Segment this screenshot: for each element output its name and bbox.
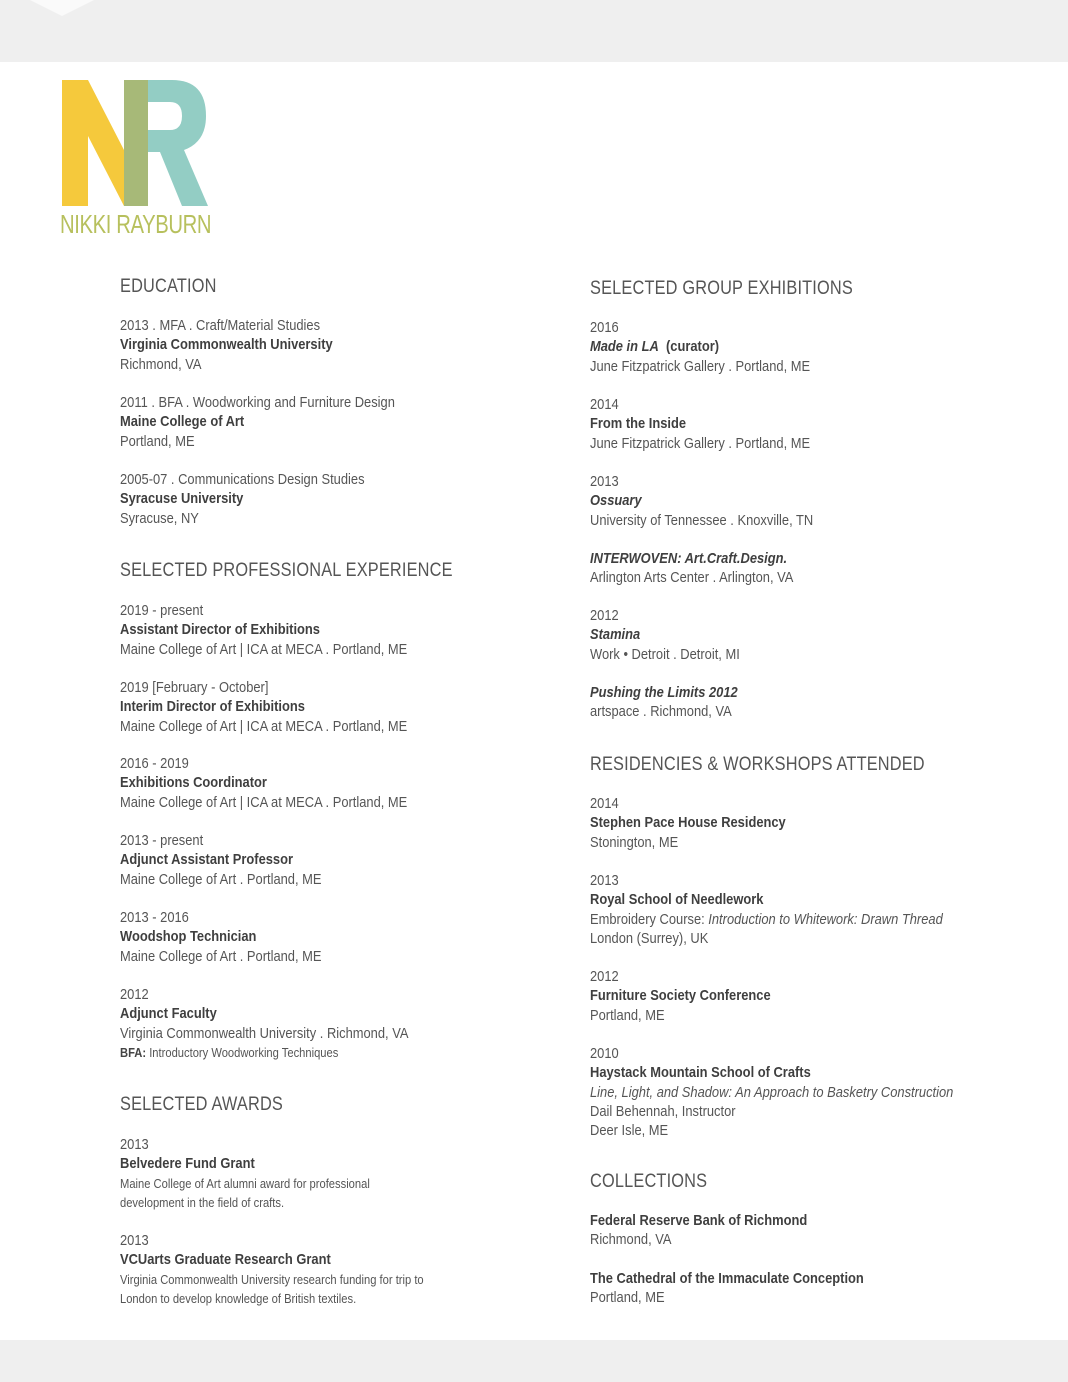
residency-date: 2010 [590, 1045, 619, 1062]
experience-date: 2019 - present [120, 602, 204, 619]
group-exhibitions-heading: SELECTED GROUP EXHIBITIONS [590, 278, 853, 299]
collection-entry [590, 1211, 843, 1250]
residency-title: Haystack Mountain School of Crafts [590, 1064, 811, 1082]
experience-heading: SELECTED PROFESSIONAL EXPERIENCE [120, 560, 453, 581]
residency-title: Stephen Pace House Residency [590, 814, 786, 832]
education-entry [120, 470, 404, 528]
exhibition-date: 2014 [590, 396, 619, 413]
residency-date: 2012 [590, 968, 619, 985]
collection-title: The Cathedral of the Immaculate Conception [590, 1270, 864, 1287]
experience-title: Assistant Director of Exhibitions [120, 621, 320, 639]
top-notch [30, 0, 94, 16]
residency-place: Portland, ME [590, 1006, 665, 1024]
residency-entry [590, 794, 818, 852]
residencies-heading: RESIDENCIES & WORKSHOPS ATTENDED [590, 754, 925, 775]
exhibition-entry [590, 606, 764, 664]
education-location: Portland, ME [120, 432, 195, 450]
residency-entry [590, 967, 800, 1025]
exhibition-entry [590, 683, 762, 722]
exhibition-title: Ossuary [590, 492, 642, 510]
education-location: Richmond, VA [120, 355, 202, 373]
residency-date: 2013 [590, 872, 619, 889]
experience-entry [120, 754, 454, 812]
award-description: development in the field of crafts. [120, 1195, 285, 1211]
experience-entry [120, 985, 455, 1062]
exhibition-place: June Fitzpatrick Gallery . Portland, ME [590, 434, 811, 452]
award-title: Belvedere Fund Grant [120, 1155, 255, 1173]
experience-date: 2016 - 2019 [120, 755, 189, 772]
education-degree: 2005-07 . Communications Design Studies [120, 471, 365, 488]
logo [60, 80, 220, 240]
residency-course-title: Introduction to Whitework: Drawn Thread [708, 910, 943, 928]
logo-name: NIKKI RAYBURN [60, 209, 212, 239]
exhibition-entry [590, 395, 846, 453]
experience-title: Adjunct Assistant Professor [120, 851, 293, 869]
experience-date: 2012 [120, 986, 149, 1003]
exhibition-entry [590, 549, 827, 588]
experience-date: 2013 - present [120, 832, 204, 849]
residency-course: Line, Light, and Shadow: An Approach to Basketry Construction [590, 1083, 954, 1101]
exhibition-date: 2012 [590, 607, 619, 624]
residency-entry [590, 871, 1000, 948]
education-entry [120, 393, 440, 451]
exhibition-title: Stamina [590, 626, 641, 644]
experience-place: Maine College of Art | ICA at MECA . Portland, ME [120, 640, 408, 658]
experience-note-text: Introductory Woodworking Techniques [146, 1044, 339, 1060]
bottom-band [0, 1340, 1068, 1382]
experience-note-label: BFA: [120, 1044, 147, 1060]
residency-instructor: Dail Behennah, Instructor [590, 1102, 736, 1120]
experience-date: 2013 - 2016 [120, 909, 189, 926]
exhibition-place: June Fitzpatrick Gallery . Portland, ME [590, 357, 811, 375]
residency-course-label: Embroidery Course: [590, 910, 709, 928]
education-degree: 2011 . BFA . Woodworking and Furniture Design [120, 394, 395, 411]
experience-date: 2019 [February - October] [120, 679, 269, 696]
experience-entry [120, 908, 354, 966]
experience-entry [120, 678, 454, 736]
education-location: Syracuse, NY [120, 509, 199, 527]
experience-place: Virginia Commonwealth University . Richmond, VA [120, 1024, 409, 1042]
education-school: Virginia Commonwealth University [120, 336, 333, 354]
residency-place: Deer Isle, ME [590, 1122, 669, 1140]
exhibition-title: From the Inside [590, 415, 687, 433]
collection-title: Federal Reserve Bank of Richmond [590, 1212, 808, 1229]
education-degree: 2013 . MFA . Craft/Material Studies [120, 317, 321, 334]
exhibition-date: 2013 [590, 473, 619, 490]
experience-title: Adjunct Faculty [120, 1005, 217, 1023]
exhibition-place: Work • Detroit . Detroit, MI [590, 645, 740, 663]
exhibition-title [590, 337, 810, 356]
award-entry [120, 1231, 473, 1309]
experience-place: Maine College of Art . Portland, ME [120, 947, 322, 965]
experience-entry [120, 601, 454, 659]
top-band [0, 0, 1068, 62]
residency-title: Royal School of Needlework [590, 891, 764, 909]
award-description: Virginia Commonwealth University research funding for trip to [120, 1271, 424, 1287]
residency-course [590, 910, 943, 929]
exhibition-entry [590, 472, 850, 530]
experience-entry [120, 831, 354, 889]
experience-place: Maine College of Art . Portland, ME [120, 870, 322, 888]
experience-title: Woodshop Technician [120, 928, 257, 946]
award-description: London to develop knowledge of British textiles. [120, 1291, 357, 1307]
residency-entry [590, 1044, 1012, 1140]
experience-note [120, 1043, 408, 1063]
exhibition-date: 2016 [590, 319, 619, 336]
awards-heading: SELECTED AWARDS [120, 1094, 283, 1115]
experience-title: Exhibitions Coordinator [120, 774, 267, 792]
exhibition-place: University of Tennessee . Knoxville, TN [590, 511, 814, 529]
exhibition-entry [590, 318, 846, 376]
nr-monogram [60, 80, 210, 210]
exhibition-title: INTERWOVEN: Art.Craft.Design. [590, 550, 788, 567]
award-entry [120, 1135, 410, 1213]
residency-place: London (Surrey), UK [590, 929, 709, 947]
experience-title: Interim Director of Exhibitions [120, 698, 305, 716]
education-school: Syracuse University [120, 490, 244, 508]
exhibition-place: Arlington Arts Center . Arlington, VA [590, 569, 794, 587]
experience-place: Maine College of Art | ICA at MECA . Portland, ME [120, 793, 408, 811]
collection-place: Richmond, VA [590, 1231, 672, 1249]
collection-entry [590, 1269, 908, 1308]
award-date: 2013 [120, 1136, 149, 1153]
residency-place: Stonington, ME [590, 833, 679, 851]
exhibition-role: (curator) [658, 338, 720, 356]
residency-title: Furniture Society Conference [590, 987, 771, 1005]
award-date: 2013 [120, 1232, 149, 1249]
education-entry [120, 316, 367, 374]
exhibition-title-text: Made in LA [590, 338, 659, 356]
exhibition-place: artspace . Richmond, VA [590, 703, 732, 721]
award-title: VCUarts Graduate Research Grant [120, 1251, 331, 1269]
exhibition-title: Pushing the Limits 2012 [590, 684, 738, 701]
education-heading: EDUCATION [120, 276, 217, 297]
education-school: Maine College of Art [120, 413, 245, 431]
collection-place: Portland, ME [590, 1289, 665, 1307]
award-description: Maine College of Art alumni award for professional [120, 1175, 370, 1191]
experience-place: Maine College of Art | ICA at MECA . Portland, ME [120, 717, 408, 735]
collections-heading: COLLECTIONS [590, 1171, 708, 1192]
residency-date: 2014 [590, 795, 619, 812]
